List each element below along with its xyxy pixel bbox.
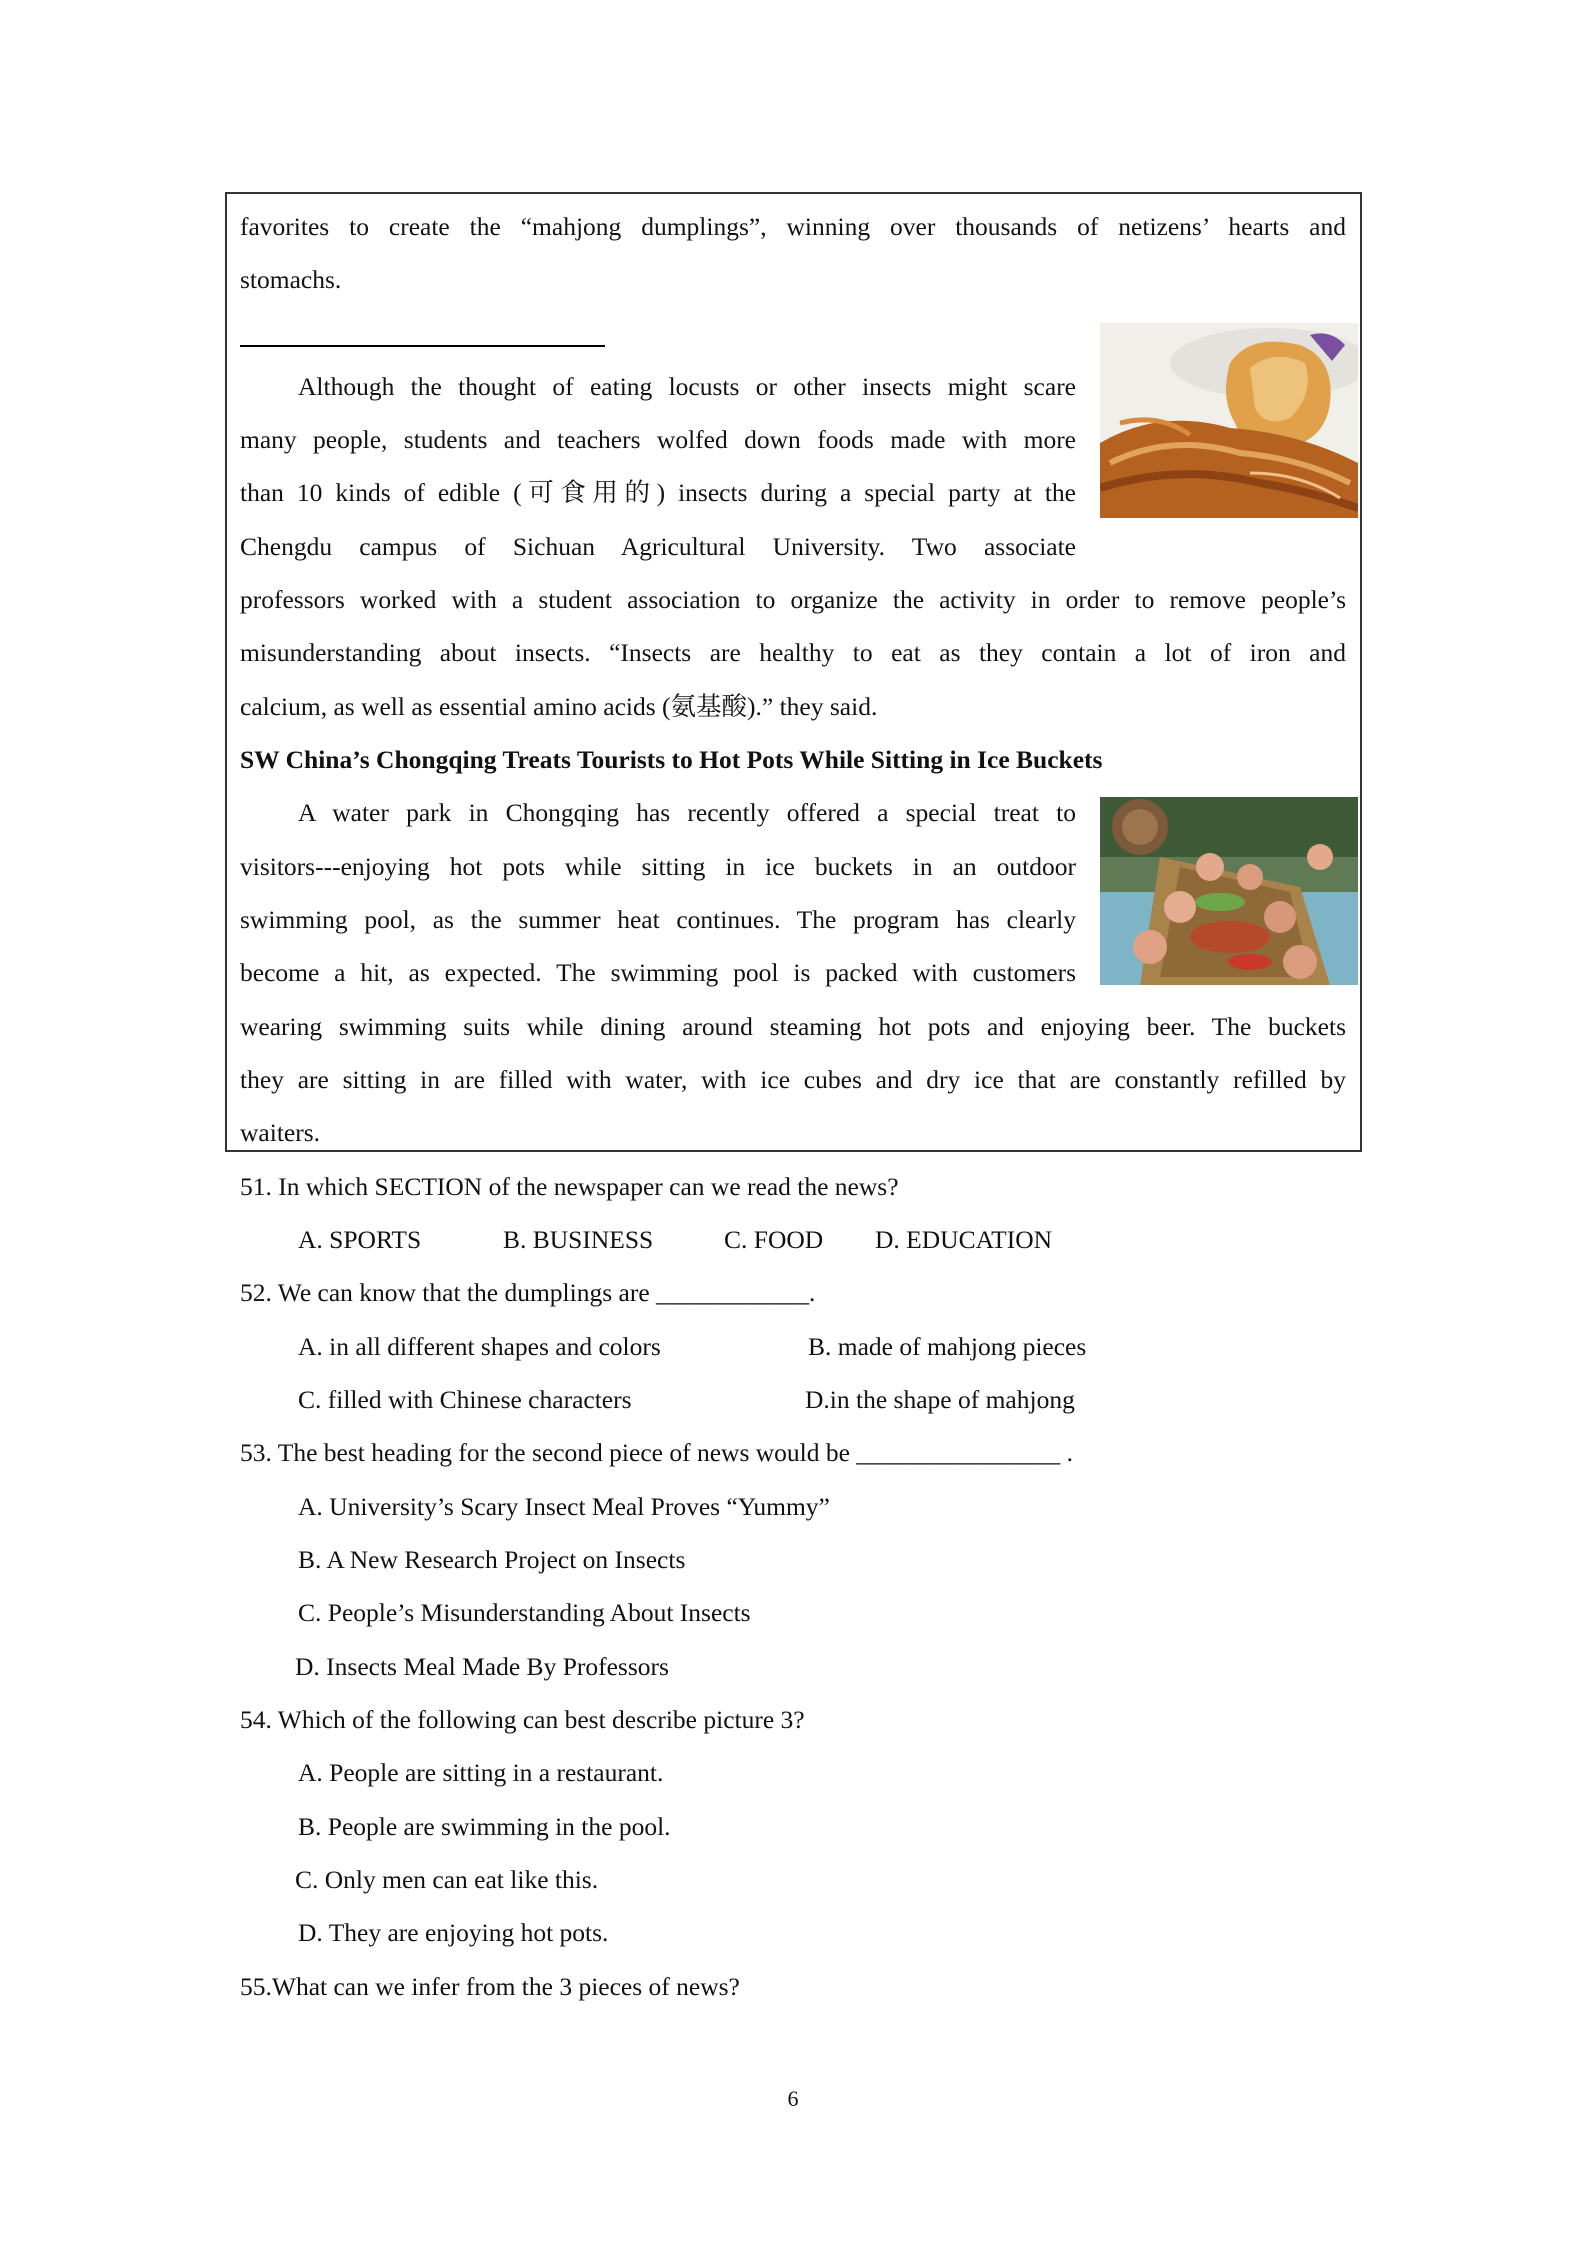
q51-option-a[interactable]: A. SPORTS [298,1225,422,1254]
news3-line-5: wearing swimming suits while dining around steaming hot pots and enjoying beer. The buckets [240,1012,1346,1041]
q52-option-a[interactable]: A. in all different shapes and colors [298,1332,661,1361]
q54-option-d[interactable]: D. They are enjoying hot pots. [298,1918,609,1947]
q53-option-b[interactable]: B. A New Research Project on Insects [298,1545,686,1574]
q51-stem: 51. In which SECTION of the newspaper can we read the news? [240,1172,899,1201]
news2-line-4: Chengdu campus of Sichuan Agricultural University. Two associate [240,532,1076,561]
news2-line-5: professors worked with a student association to organize the activity in order to remove people’s [240,585,1346,614]
q51-option-b[interactable]: B. BUSINESS [503,1225,654,1254]
news2-line-7: calcium, as well as essential amino acids (氨基酸).” they said. [240,692,878,721]
news3-line-7: waiters. [240,1118,321,1147]
q52-stem: 52. We can know that the dumplings are ____________. [240,1278,816,1307]
news2-line-3: than 10 kinds of edible (可食用的) insects during a special party at the [240,478,1076,507]
q53-option-a[interactable]: A. University’s Scary Insect Meal Proves “Yummy” [298,1492,830,1521]
q52-option-c[interactable]: C. filled with Chinese characters [298,1385,632,1414]
q52-option-b[interactable]: B. made of mahjong pieces [808,1332,1087,1361]
news3-line-3: swimming pool, as the summer heat continues. The program has clearly [240,905,1076,934]
page-number: 6 [787,2086,799,2111]
news3-line-1: A water park in Chongqing has recently offered a special treat to [298,798,1076,827]
q54-stem: 54. Which of the following can best describe picture 3? [240,1705,805,1734]
news2-line-2: many people, students and teachers wolfed down foods made with more [240,425,1076,454]
news3-line-4: become a hit, as expected. The swimming pool is packed with customers [240,958,1076,987]
q53-option-d[interactable]: D. Insects Meal Made By Professors [295,1652,669,1681]
q53-option-c[interactable]: C. People’s Misunderstanding About Insects [298,1598,751,1627]
q54-option-b[interactable]: B. People are swimming in the pool. [298,1812,671,1841]
q52-option-d[interactable]: D.in the shape of mahjong [805,1385,1075,1414]
news2-line-6: misunderstanding about insects. “Insects are healthy to eat as they contain a lot of iron and [240,638,1346,667]
q54-option-a[interactable]: A. People are sitting in a restaurant. [298,1758,664,1787]
news2-line-1: Although the thought of eating locusts or other insects might scare [298,372,1076,401]
news3-line-6: they are sitting in are filled with water, with ice cubes and dry ice that are constantly refilled by [240,1065,1346,1094]
q51-option-c[interactable]: C. FOOD [724,1225,824,1254]
news1-line-2: stomachs. [240,265,342,294]
q51-option-d[interactable]: D. EDUCATION [875,1225,1053,1254]
heading-blank-line [240,345,605,347]
q53-stem: 53. The best heading for the second piece of news would be ________________ . [240,1438,1074,1467]
q55-stem: 55.What can we infer from the 3 pieces of news? [240,1972,740,2001]
news1-line-1: favorites to create the “mahjong dumplings”, winning over thousands of netizens’ hearts and [240,212,1346,241]
hot-pot-pool-photo [1100,797,1358,985]
insect-food-photo [1100,323,1358,518]
news3-line-2: visitors---enjoying hot pots while sitting in ice buckets in an outdoor [240,852,1076,881]
news3-heading: SW China’s Chongqing Treats Tourists to Hot Pots While Sitting in Ice Buckets [240,745,1103,774]
q54-option-c[interactable]: C. Only men can eat like this. [295,1865,599,1894]
